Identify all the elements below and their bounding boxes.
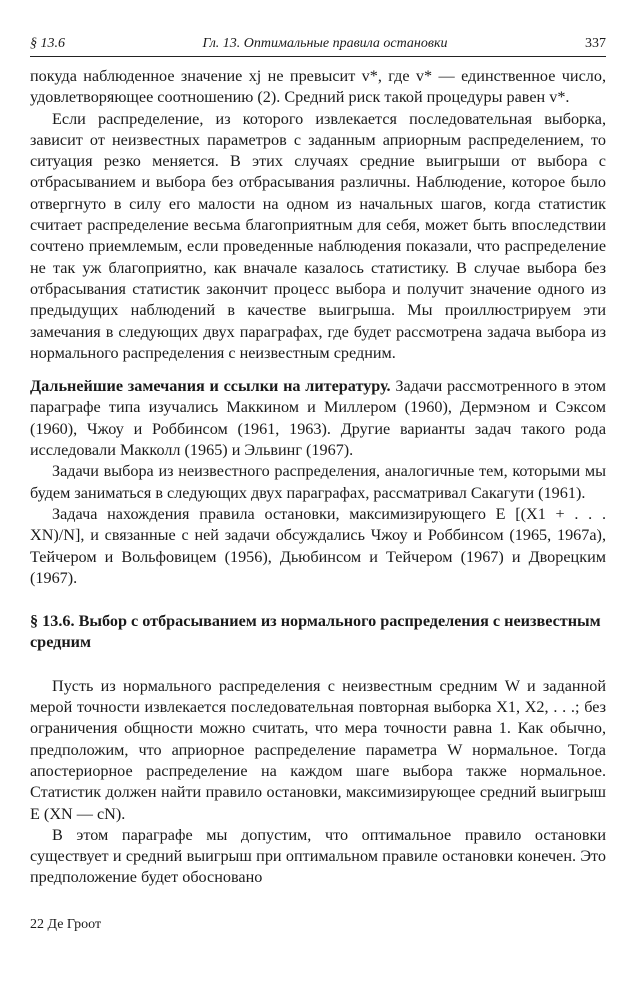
spacer (30, 364, 606, 376)
spacer (30, 654, 606, 676)
references-heading: Дальнейшие замечания и ссылки на литературу. (30, 377, 391, 396)
references-text: Задачи рассмотренного в этом параграфе типа изучались Маккином и Миллером (1960), Дермэном и Сэксом (1960), Чжоу и Роббинсом (1961, 1963). Другие варианты задач такого рода исследовали Макколл (1965) и Эльвинг (1967). (30, 377, 606, 460)
paragraph-7: В этом параграфе мы допустим, что оптимальное правило остановки существует и средний выигрыш при оптимальном правиле остановки конечен. Это предположение будет обосновано (30, 825, 606, 887)
section-heading: § 13.6. Выбор с отбрасыванием из нормального распределения с неизвестным средним (30, 612, 601, 652)
spacer (30, 589, 606, 611)
paragraph-1: покуда наблюденное значение xj не превысит v*, где v* — единственное число, удовлетворяющее соотношению (2). Средний риск такой процедуры равен v*. (30, 67, 606, 107)
paragraph-6: Пусть из нормального распределения с неизвестным средним W и заданной мерой точности извлекается последовательная повторная выборка X1, X2, . . .; без ограничения общности можно считать, что мера точности равна 1. Как обычно, предположим, что априорное распределение параметра W нормальное. Тогда апостериорное распределение на каждом шаге выбора также нормальное. Статистик должен найти правило остановки, максимизирующее средний выигрыш E (XN — cN). (30, 676, 606, 823)
header-section: § 13.6 (30, 36, 65, 51)
book-page (30, 36, 606, 889)
paragraph-5: Задача нахождения правила остановки, максимизирующего E [(X1 + . . . XN)/N], и связанные с ней задачи обсуждались Чжоу и Роббинсом (1965, 1967а), Тейчером и Вольфовицем (1956), Дьюбинсом и Тейчером (1967) и Дворецким (1967). (30, 504, 606, 587)
paragraph-references (30, 376, 606, 461)
header-chapter: Гл. 13. Оптимальные правила остановки (202, 36, 448, 51)
printer-signature: 22 Де Гроот (30, 917, 102, 932)
running-header (30, 36, 606, 57)
page-number: 337 (584, 36, 606, 51)
paragraph-2: Если распределение, из которого извлекается последовательная выборка, зависит от неизвестных параметров с заданным априорным распределением, то ситуация резко меняется. В этих случаях средние выигрыши от выбора с отбрасыванием и выбора без отбрасывания различны. Наблюдение, которое было отвергнуто в силу его малости на одном из начальных шагов, когда статистик считает распределение весьма благоприятным для себя, может быть впоследствии сочтено приемлемым, если проведенные наблюдения показали, что распределение не так уж благоприятно, как вначале казалось статистику. В случае выбора без отбрасывания статистик закончит процесс выбора и получит значение одного из предыдущих наблюдений в качестве выигрыша. Мы проиллюстрируем эти замечания в следующих двух параграфах, где будет рассмотрена задача выбора из нормального распределения с неизвестным средним. (30, 109, 606, 362)
paragraph-4: Задачи выбора из неизвестного распределения, аналогичные тем, которыми мы будем заниматься в следующих двух параграфах, рассматривал Сакагути (1961). (30, 462, 606, 502)
